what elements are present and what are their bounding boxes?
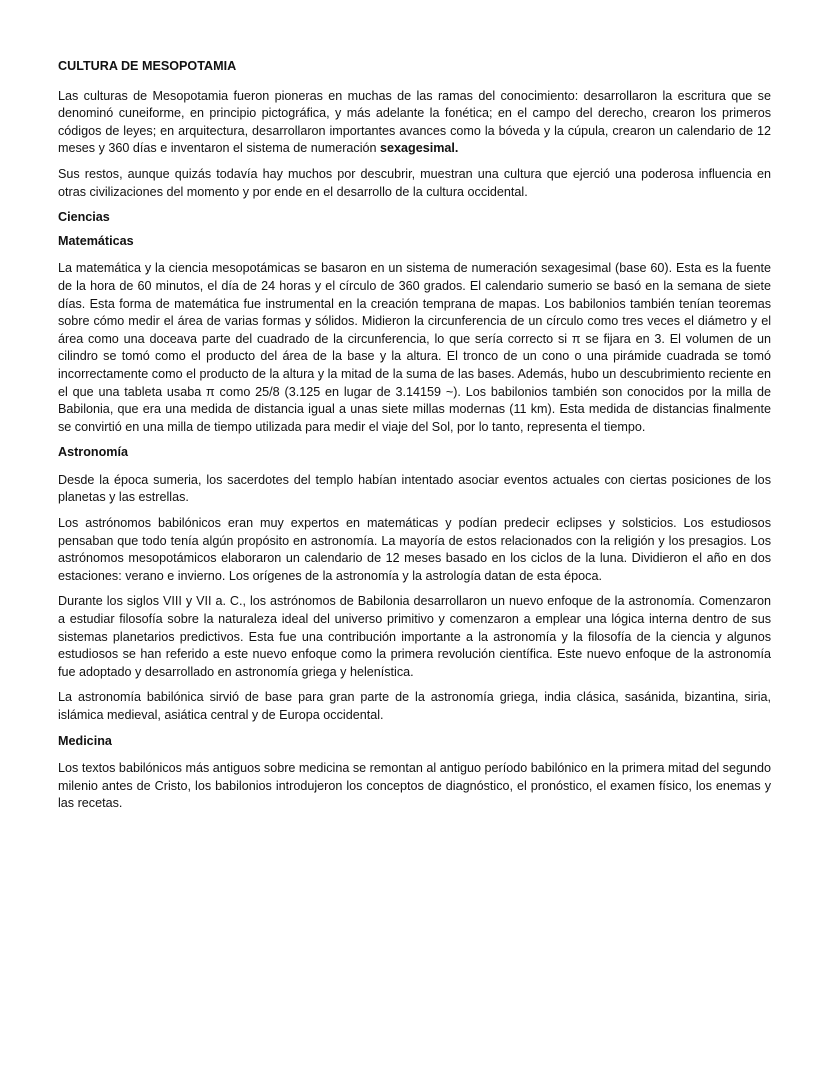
- section-heading-matematicas: Matemáticas: [58, 233, 134, 248]
- intro-paragraph-1-bold: sexagesimal.: [380, 141, 459, 156]
- document-page: [58, 58, 771, 821]
- astronomia-paragraph-1: Desde la época sumeria, los sacerdotes del templo habían intentado asociar eventos actuales con ciertas posiciones de los planetas y las estrellas.: [58, 472, 771, 505]
- astronomia-paragraph-4: La astronomía babilónica sirvió de base para gran parte de la astronomía griega, india clásica, sasánida, bizantina, siria, islámica medieval, asiática central y de Europa occidental.: [58, 690, 771, 722]
- matematicas-paragraph-1: La matemática y la ciencia mesopotámicas se basaron en un sistema de numeración sexagesimal (base 60). Esta es la fuente de la hora de 60 minutos, el día de 24 horas y el círculo de 360 grados. El calendario sumerio se basó en la semana de siete días. Esta forma de matemática fue instrumental en la creación temprana de mapas. Los babilonios también tenían teoremas sobre cómo medir el área de varias formas y sólidos. Midieron la circunferencia de un círculo como tres veces el diámetro y el área como una doceava parte del cuadrado de la circunferencia, lo que sería correcto si π se fijara en 3. El volumen de un cilindro se tomó como el producto del área de la base y la altura. El tronco de un cono o una pirámide cuadrada se tomó incorrectamente como el producto de la altura y la mitad de la suma de las bases. Además, hubo un descubrimiento reciente en el que una tableta usaba π como 25/8 (3.125 en lugar de 3.14159 ~). Los babilonios también son conocidos por la milla de Babilonia, que era una medida de distancia igual a unas siete millas modernas (11 km). Esta medida de distancias finalmente se convirtió en una milla de tiempo utilizada para medir el viaje del Sol, por lo tanto, representa el tiempo.: [58, 261, 771, 434]
- intro-paragraph-2: Sus restos, aunque quizás todavía hay muchos por descubrir, muestran una cultura que ejerció una poderosa influencia en otras civilizaciones del momento y por ende en el desarrollo de la cultura occidental.: [58, 166, 771, 199]
- section-heading-medicina: Medicina: [58, 733, 112, 748]
- astronomia-paragraph-3: Durante los siglos VIII y VII a. C., los astrónomos de Babilonia desarrollaron un nuevo enfoque de la astronomía. Comenzaron a estudiar filosofía sobre la naturaleza ideal del universo primitivo y comenzaron a emplear una lógica interna dentro de sus sistemas planetarios predictivos. Esta fue una contribución importante a la astronomía y la filosofía de la ciencia y algunos estudiosos se han referido a este nuevo enfoque como la primera revolución científica. Este nuevo enfoque de la astronomía fue adoptado y desarrollado en astronomía griega y helenística.: [58, 594, 771, 679]
- document-title: CULTURA DE MESOPOTAMIA: [58, 59, 237, 73]
- section-heading-ciencias: Ciencias: [58, 210, 110, 225]
- astronomia-paragraph-2: Los astrónomos babilónicos eran muy expertos en matemáticas y podían predecir eclipses y solsticios. Los estudiosos pensaban que todo tenía algún propósito en astronomía. La mayoría de estos relacionados con la religión y los presagios. Los astrónomos mesopotámicos elaboraron un calendario de 12 meses basado en los ciclos de la luna. Dividieron el año en dos estaciones: verano e invierno. Los orígenes de la astronomía y la astrología datan de esta época.: [58, 516, 771, 583]
- medicina-paragraph-1: Los textos babilónicos más antiguos sobre medicina se remontan al antiguo período babilónico en la primera mitad del segundo milenio antes de Cristo, los babilonios introdujeron los conceptos de diagnóstico, el pronóstico, el examen físico, los enemas y las recetas.: [58, 761, 771, 811]
- intro-paragraph-1: [58, 88, 771, 158]
- section-heading-astronomia: Astronomía: [58, 445, 128, 460]
- intro-paragraph-1-text: Las culturas de Mesopotamia fueron pioneras en muchas de las ramas del conocimiento: desarrollaron la escritura que se denominó cuneiforme, en principio pictográfica, y más adelante la fonética; en el campo del derecho, crearon los primeros códigos de leyes; en arquitectura, desarrollaron importantes avances como la bóveda y la cúpula, crearon un calendario de 12 meses y 360 días e inventaron el sistema de numeración: [58, 88, 771, 156]
